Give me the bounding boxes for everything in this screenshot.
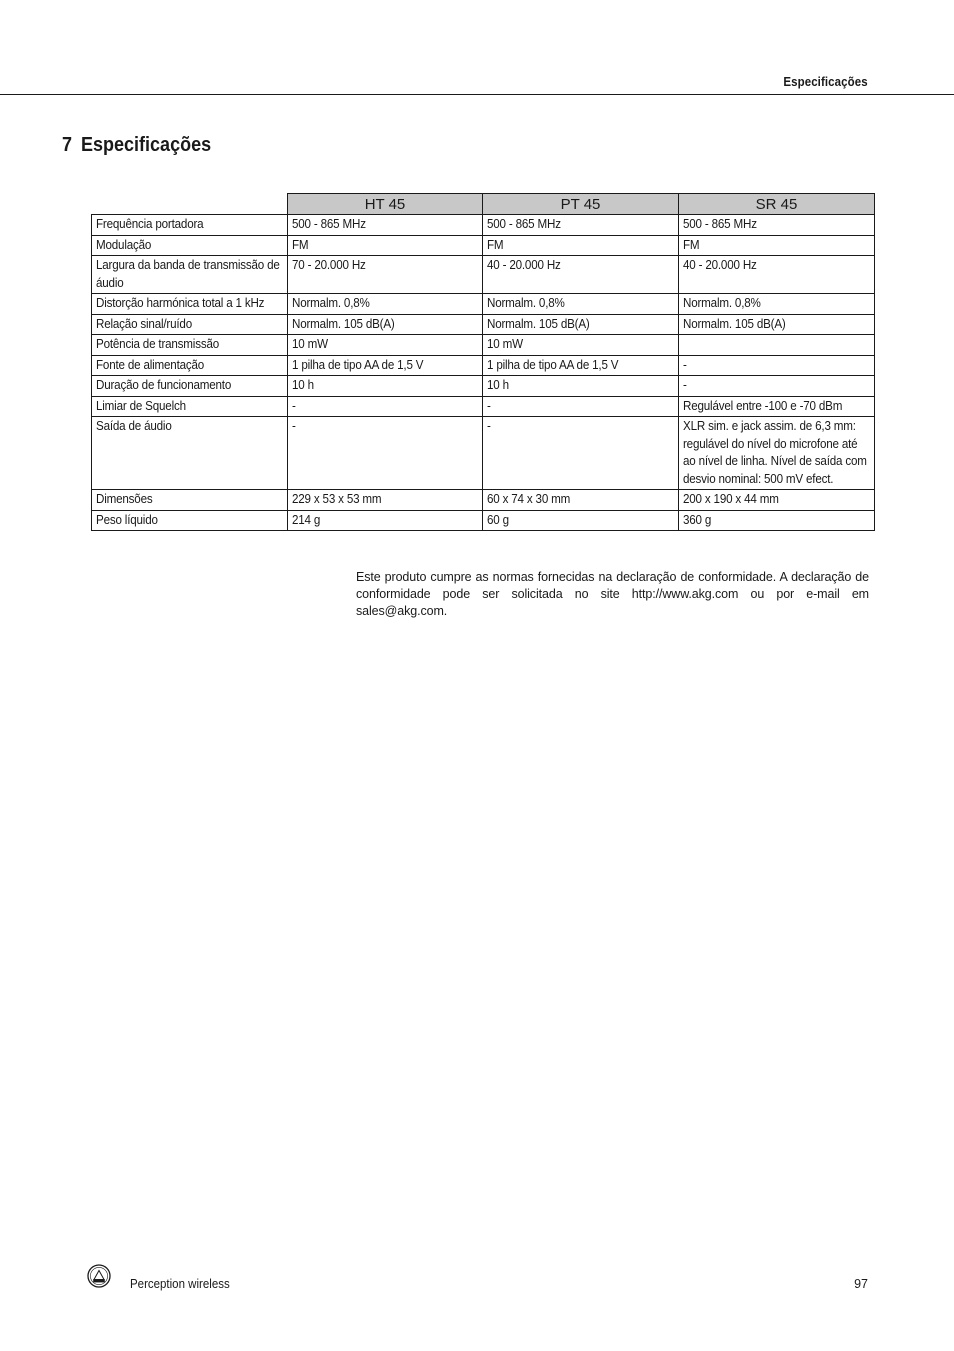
- ht45-value-cell: [288, 490, 483, 511]
- column-header-pt45: PT 45: [483, 194, 679, 215]
- running-header: Especificações: [783, 75, 868, 89]
- specifications-table: [91, 193, 875, 531]
- section-title-text: Especificações: [81, 134, 212, 156]
- cell-text: -: [683, 378, 687, 392]
- cell-text: Modulação: [96, 237, 152, 252]
- cell-text: 10 mW: [292, 337, 328, 351]
- cell-text: FM: [487, 237, 504, 252]
- cell-text: 70 - 20.000 Hz: [292, 258, 366, 272]
- pt45-value-cell: [483, 417, 679, 490]
- ht45-value-cell: [288, 235, 483, 256]
- footer-brand: Perception wireless: [130, 1277, 230, 1291]
- table-row: [92, 355, 875, 376]
- table-header-row: [92, 194, 875, 215]
- cell-text: Normalm. 105 dB(A): [487, 316, 590, 331]
- cell-text: 60 x 74 x 30 mm: [487, 492, 571, 506]
- cell-text: 1 pilha de tipo AA de 1,5 V: [292, 357, 424, 372]
- cell-text: Peso líquido: [96, 512, 158, 527]
- cell-text: 40 - 20.000 Hz: [487, 258, 561, 272]
- table-row: [92, 235, 875, 256]
- cell-text: XLR sim. e jack assim. de 6,3 mm: regulável do nível do microfone até ao nível de linha. Nível de saída com desvio nominal: 500 mV efect.: [683, 419, 867, 486]
- cell-text: Saída de áudio: [96, 419, 172, 433]
- table-row: [92, 314, 875, 335]
- sr45-value-cell: [679, 396, 875, 417]
- sr45-value-cell: [679, 417, 875, 490]
- table-row: [92, 256, 875, 294]
- pt45-value-cell: [483, 256, 679, 294]
- cell-text: Potência de transmissão: [96, 337, 220, 351]
- ht45-value-cell: [288, 256, 483, 294]
- cell-text: Duração de funcionamento: [96, 378, 232, 392]
- pt45-value-cell: [483, 294, 679, 315]
- sr45-value-cell: [679, 256, 875, 294]
- sr45-value-cell: [679, 335, 875, 356]
- table-row: [92, 215, 875, 236]
- cell-text: Normalm. 105 dB(A): [683, 316, 786, 331]
- cell-text: 500 - 865 MHz: [683, 217, 757, 231]
- akg-logo-icon: [87, 1264, 111, 1288]
- cell-text: 200 x 190 x 44 mm: [683, 492, 779, 506]
- cell-text: 10 h: [487, 378, 509, 392]
- cell-text: Normalm. 0,8%: [683, 296, 761, 310]
- cell-text: 229 x 53 x 53 mm: [292, 492, 382, 506]
- cell-text: Relação sinal/ruído: [96, 316, 192, 331]
- cell-text: -: [487, 419, 491, 433]
- cell-text: -: [683, 357, 687, 372]
- spec-label-cell: [92, 490, 288, 511]
- ht45-value-cell: [288, 215, 483, 236]
- pt45-value-cell: [483, 396, 679, 417]
- spec-label-cell: [92, 396, 288, 417]
- ht45-value-cell: [288, 294, 483, 315]
- spec-label-cell: [92, 335, 288, 356]
- sr45-value-cell: [679, 510, 875, 531]
- ht45-value-cell: [288, 314, 483, 335]
- pt45-value-cell: [483, 376, 679, 397]
- table-row: [92, 376, 875, 397]
- cell-text: FM: [683, 237, 700, 252]
- ht45-value-cell: [288, 335, 483, 356]
- cell-text: 10 mW: [487, 337, 523, 351]
- cell-text: 214 g: [292, 512, 321, 527]
- cell-text: Fonte de alimentação: [96, 357, 205, 372]
- sr45-value-cell: [679, 490, 875, 511]
- cell-text: 60 g: [487, 512, 509, 527]
- ht45-value-cell: [288, 355, 483, 376]
- header-rule: [0, 94, 954, 95]
- table-row: [92, 417, 875, 490]
- spec-label-cell: [92, 256, 288, 294]
- pt45-value-cell: [483, 490, 679, 511]
- cell-text: 40 - 20.000 Hz: [683, 258, 757, 272]
- section-title: [62, 134, 211, 157]
- cell-text: -: [487, 398, 491, 413]
- sr45-value-cell: [679, 355, 875, 376]
- table-header-corner: [92, 194, 288, 215]
- section-number: 7: [62, 134, 73, 156]
- cell-text: 500 - 865 MHz: [292, 217, 366, 231]
- table-body: [92, 215, 875, 531]
- pt45-value-cell: [483, 314, 679, 335]
- pt45-value-cell: [483, 335, 679, 356]
- spec-label-cell: [92, 376, 288, 397]
- sr45-value-cell: [679, 294, 875, 315]
- cell-text: -: [292, 419, 296, 433]
- cell-text: 1 pilha de tipo AA de 1,5 V: [487, 357, 619, 372]
- spec-label-cell: [92, 314, 288, 335]
- cell-text: Normalm. 0,8%: [487, 296, 565, 310]
- cell-text: Regulável entre -100 e -70 dBm: [683, 398, 843, 413]
- table-row: [92, 335, 875, 356]
- cell-text: Limiar de Squelch: [96, 398, 186, 413]
- cell-text: Distorção harmónica total a 1 kHz: [96, 296, 265, 310]
- sr45-value-cell: [679, 314, 875, 335]
- spec-label-cell: [92, 510, 288, 531]
- cell-text: 500 - 865 MHz: [487, 217, 561, 231]
- spec-label-cell: [92, 235, 288, 256]
- pt45-value-cell: [483, 355, 679, 376]
- column-header-ht45: HT 45: [288, 194, 483, 215]
- table-row: [92, 490, 875, 511]
- ht45-value-cell: [288, 396, 483, 417]
- table-row: [92, 294, 875, 315]
- spec-label-cell: [92, 355, 288, 376]
- cell-text: Frequência portadora: [96, 217, 204, 231]
- page-number: 97: [854, 1277, 868, 1291]
- ht45-value-cell: [288, 417, 483, 490]
- sr45-value-cell: [679, 235, 875, 256]
- cell-text: 10 h: [292, 378, 314, 392]
- spec-label-cell: [92, 215, 288, 236]
- pt45-value-cell: [483, 235, 679, 256]
- table-row: [92, 396, 875, 417]
- cell-text: Largura da banda de transmissão de áudio: [96, 258, 280, 290]
- cell-text: FM: [292, 237, 309, 252]
- cell-text: Dimensões: [96, 492, 153, 506]
- conformity-note: Este produto cumpre as normas fornecidas na declaração de conformidade. A declaração de conformidade pode ser solicitada no site http://www.akg.com ou por e-mail em sales@akg.com.: [356, 570, 869, 618]
- cell-text: -: [292, 398, 296, 413]
- sr45-value-cell: [679, 376, 875, 397]
- cell-text: Normalm. 0,8%: [292, 296, 370, 310]
- sr45-value-cell: [679, 215, 875, 236]
- ht45-value-cell: [288, 510, 483, 531]
- spec-label-cell: [92, 417, 288, 490]
- table-row: [92, 510, 875, 531]
- column-header-sr45: SR 45: [679, 194, 875, 215]
- cell-text: Normalm. 105 dB(A): [292, 316, 395, 331]
- pt45-value-cell: [483, 510, 679, 531]
- ht45-value-cell: [288, 376, 483, 397]
- cell-text: 360 g: [683, 512, 712, 527]
- spec-label-cell: [92, 294, 288, 315]
- pt45-value-cell: [483, 215, 679, 236]
